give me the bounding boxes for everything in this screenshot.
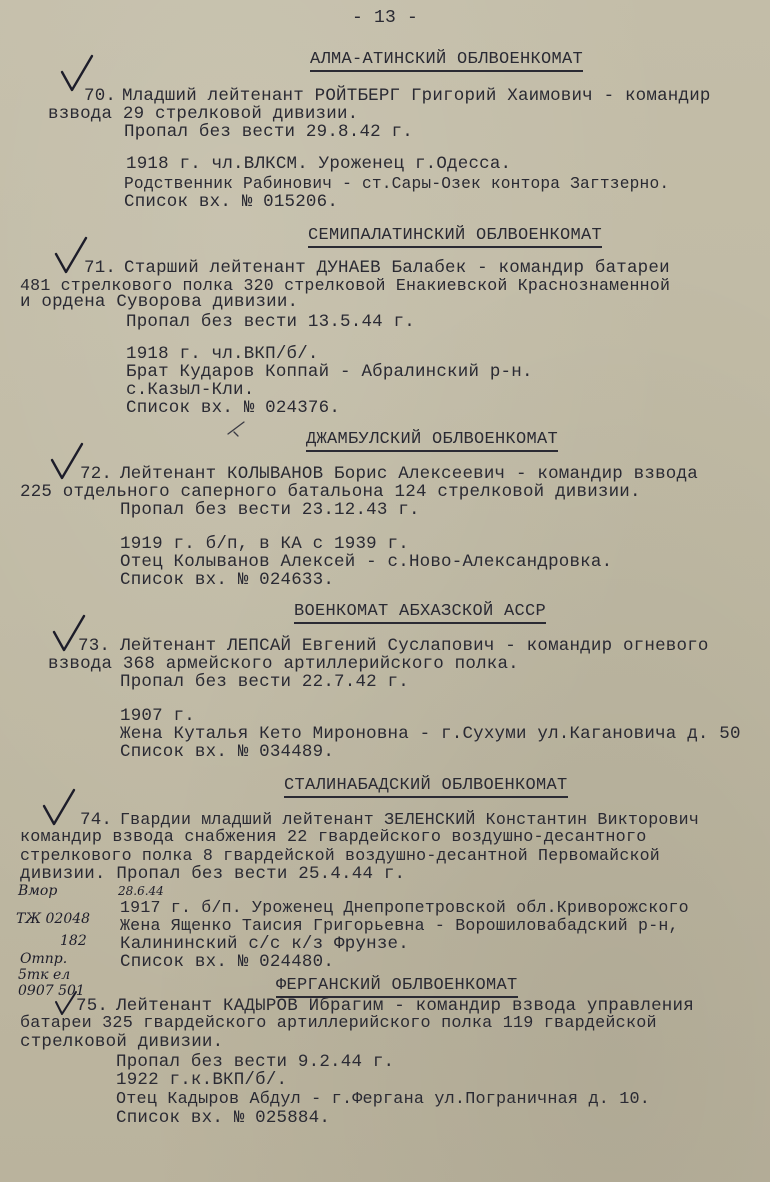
handwritten-note: Отпр. <box>20 951 68 967</box>
entry-line: стрелковой дивизии. <box>20 1032 224 1052</box>
entry-line: батареи 325 гвардейского артиллерийского полка 119 гвардейской <box>20 1014 657 1033</box>
entry-line: Пропал без вести 23.12.43 г. <box>120 500 420 520</box>
entry-line: стрелкового полка 8 гвардейской воздушно-десантной Первомайской <box>20 846 660 865</box>
section-heading: СТАЛИНАБАДСКИЙ ОБЛВОЕНКОМАТ <box>284 776 568 798</box>
checkmark-icon <box>58 52 98 94</box>
checkmark-icon <box>52 234 92 276</box>
handwritten-note: 5тк ел <box>18 967 71 983</box>
section-heading: ДЖАМБУЛСКИЙ ОБЛВОЕНКОМАТ <box>306 430 558 452</box>
entry-line: Младший лейтенант РОЙТБЕРГ Григорий Хаимович - командир <box>122 86 711 106</box>
entry-line: Лейтенант ЛЕПСАЙ Евгений Суслапович - командир огневого <box>120 636 709 656</box>
entry-line: Старший лейтенант ДУНАЕВ Балабек - командир батареи <box>124 258 670 278</box>
entry-line: 1922 г.к.ВКП/б/. <box>116 1070 288 1090</box>
page-number: - 13 - <box>352 8 419 28</box>
entry-number: 71. <box>84 258 117 278</box>
entry-line: 1918 г. чл.ВКП/б/. <box>126 344 319 364</box>
pencil-mark-icon <box>226 418 248 438</box>
entry-number: 74. <box>80 810 113 830</box>
entry-line: Жена Ященко Таисия Григорьевна - Ворошиловабадский р-н, <box>120 916 679 935</box>
entry-line: Список вх. № 015206. <box>124 192 339 212</box>
entry-line: 1917 г. б/п. Уроженец Днепропетровской обл.Криворожского <box>120 898 689 917</box>
entry-line: Гвардии младший лейтенант ЗЕЛЕНСКИЙ Константин Викторович <box>120 810 699 829</box>
entry-line: 481 стрелкового полка 320 стрелковой Енакиевской Краснознаменной <box>20 276 671 295</box>
entry-line: 1918 г. чл.ВЛКСМ. Уроженец г.Одесса. <box>126 154 512 174</box>
entry-number: 75. <box>76 996 109 1016</box>
entry-line: Отец Колыванов Алексей - с.Ново-Александровка. <box>120 552 613 572</box>
entry-line: взвода 368 армейского артиллерийского полка. <box>48 654 519 674</box>
entry-line: Родственник Рабинович - ст.Сары-Озек контора Загтзерно. <box>124 175 670 193</box>
section-heading: ВОЕНКОМАТ АБХАЗСКОЙ АССР <box>294 602 546 624</box>
entry-line: Список вх. № 024633. <box>120 570 335 590</box>
entry-line: взвода 29 стрелковой дивизии. <box>48 104 359 124</box>
section-heading: ФЕРГАНСКИЙ ОБЛВОЕНКОМАТ <box>276 976 518 998</box>
entry-line: 1919 г. б/п, в КА с 1939 г. <box>120 534 409 554</box>
handwritten-note: Вмор <box>18 883 58 899</box>
entry-line: Список вх. № 024480. <box>120 952 335 972</box>
entry-line: дивизии. Пропал без вести 25.4.44 г. <box>20 864 406 884</box>
section-heading: АЛМА-АТИНСКИЙ ОБЛВОЕНКОМАТ <box>310 50 583 72</box>
entry-line: Пропал без вести 29.8.42 г. <box>124 122 413 142</box>
entry-line: Пропал без вести 22.7.42 г. <box>120 672 409 692</box>
section-heading: СЕМИПАЛАТИНСКИЙ ОБЛВОЕНКОМАТ <box>308 226 602 248</box>
checkmark-icon <box>48 440 88 482</box>
entry-line: Пропал без вести 13.5.44 г. <box>126 312 415 332</box>
entry-line: Пропал без вести 9.2.44 г. <box>116 1052 395 1072</box>
entry-line: 1907 г. <box>120 706 195 726</box>
checkmark-icon <box>40 786 80 828</box>
handwritten-note: 0907 501 <box>18 983 85 999</box>
entry-line: Брат Кударов Коппай - Абралинский р-н. <box>126 362 533 382</box>
entry-number: 72. <box>80 464 113 484</box>
entry-number: 73. <box>78 636 111 656</box>
entry-line: Отец Кадыров Абдул - г.Фергана ул.Пограничная д. 10. <box>116 1090 651 1109</box>
entry-line: и ордена Суворова дивизии. <box>20 292 299 312</box>
handwritten-note: ТЖ 02048 <box>16 911 91 927</box>
entry-line: Лейтенант КОЛЫВАНОВ Борис Алексеевич - командир взвода <box>120 464 698 484</box>
entry-line: командир взвода снабжения 22 гвардейского воздушно-десантного <box>20 828 647 847</box>
entry-line: Калининский с/с к/з Фрунзе. <box>120 934 409 954</box>
checkmark-icon <box>50 612 90 654</box>
entry-line: Жена Куталья Кето Мироновна - г.Сухуми ул.Кагановича д. 50 <box>120 724 741 744</box>
entry-line: Список вх. № 025884. <box>116 1108 331 1128</box>
entry-number: 70. <box>84 86 117 106</box>
entry-line: с.Казыл-Кли. <box>126 380 255 400</box>
entry-line: Список вх. № 034489. <box>120 742 335 762</box>
handwritten-note: 28.6.44 <box>118 884 164 898</box>
entry-line: Лейтенант КАДЫРОВ Ибрагим - командир взвода управления <box>116 996 694 1016</box>
entry-line: Список вх. № 024376. <box>126 398 341 418</box>
entry-line: 225 отдельного саперного батальона 124 стрелковой дивизии. <box>20 482 641 502</box>
handwritten-note: 182 <box>60 933 87 949</box>
